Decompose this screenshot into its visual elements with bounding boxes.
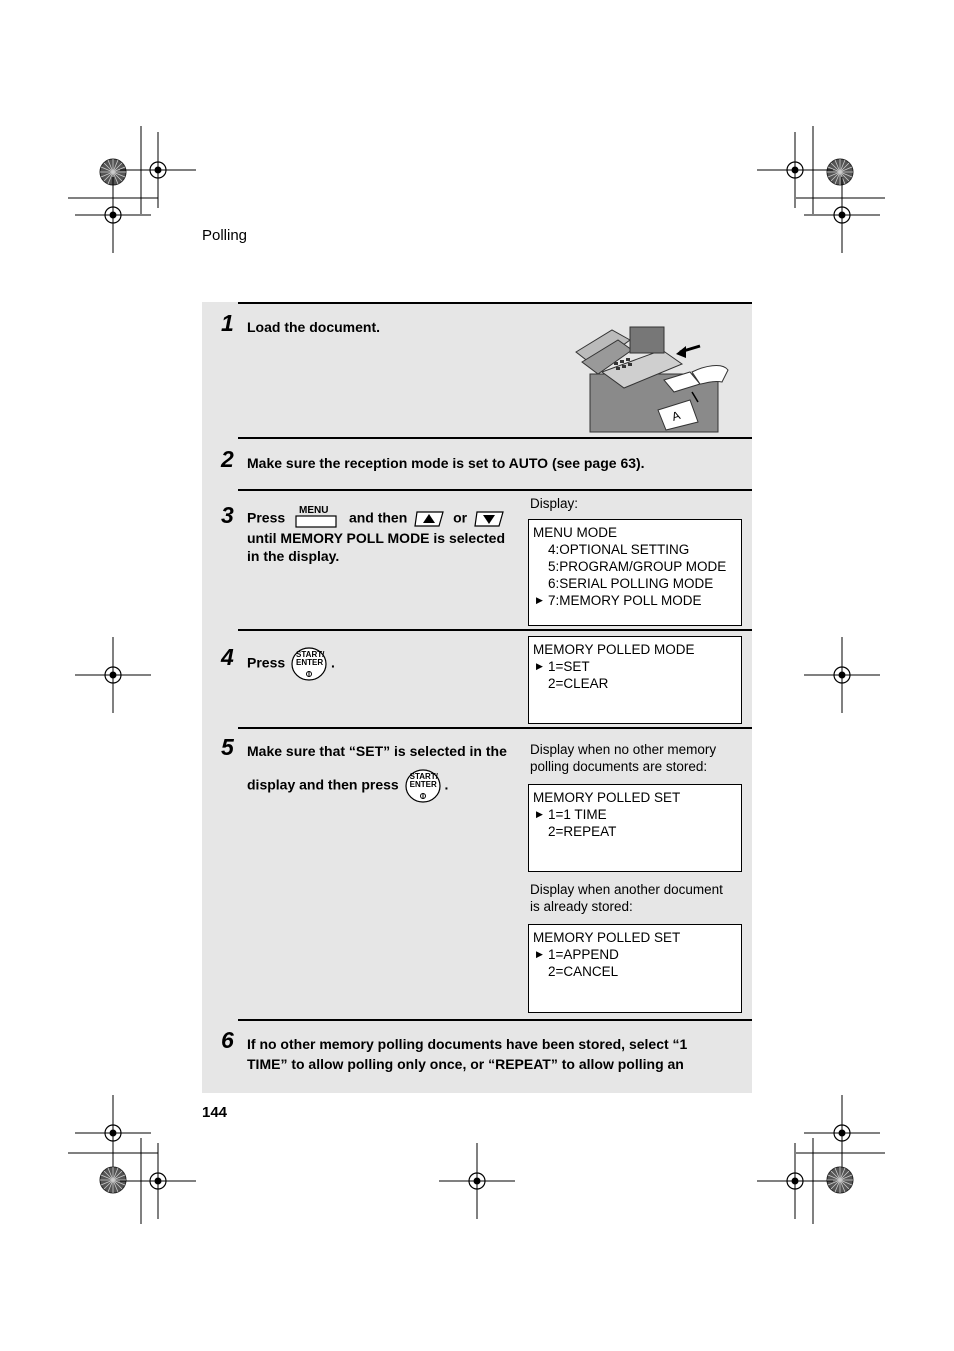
step-divider [238, 1019, 752, 1021]
step-text: Load the document. [247, 319, 380, 335]
lcd-display [528, 519, 742, 626]
lcd-title: MEMORY POLLED MODE [533, 642, 695, 657]
illustration-label: A [670, 408, 682, 424]
lcd-display [528, 924, 742, 1013]
step-divider [238, 489, 752, 491]
enter-key-label: ENTER [409, 780, 437, 789]
registration-crosshair-icon [757, 1143, 833, 1219]
step-divider [238, 629, 752, 631]
lcd-item: 2=REPEAT [548, 824, 617, 839]
lcd-item-label: 1=SET [548, 659, 590, 674]
fax-machine-illustration [572, 322, 732, 434]
registration-crosshair-icon [75, 637, 151, 713]
lcd-item: 2=CANCEL [548, 964, 619, 979]
registration-crosshair-icon [757, 132, 833, 208]
lcd-item-selected [533, 592, 741, 609]
selection-arrow-icon: ▶ [536, 661, 543, 671]
section-title: Polling [202, 227, 248, 244]
step-text: TIME” to allow polling only once, or “REPEAT” to allow polling an [247, 1056, 684, 1072]
step-text [247, 505, 506, 530]
step-divider [238, 727, 752, 729]
selection-arrow-icon: ▶ [536, 809, 543, 819]
enter-key-label: ENTER [296, 658, 324, 667]
lcd-item-label: 1=APPEND [548, 947, 619, 962]
registration-crosshair-icon [120, 1143, 196, 1219]
lcd-display [528, 636, 742, 724]
registration-crosshair-icon [804, 637, 880, 713]
step-text [247, 647, 335, 681]
lcd-item: 6:SERIAL POLLING MODE [548, 576, 714, 591]
lcd-item-label: 1=1 TIME [548, 807, 607, 822]
page-number: 144 [202, 1104, 228, 1121]
step-end: . [444, 776, 449, 793]
registration-crosshair-icon [120, 132, 196, 208]
press-label: Press [247, 654, 286, 671]
selection-arrow-icon: ▶ [536, 595, 543, 605]
step-number: 2 [221, 446, 234, 472]
start-key-label: START/ [409, 772, 438, 781]
display-caption: polling documents are stored: [530, 759, 708, 774]
step-text: Make sure that “SET” is selected in the [247, 743, 507, 759]
registration-crosshair-icon [439, 1143, 515, 1219]
starburst-icon [827, 159, 853, 185]
step-divider [238, 302, 752, 304]
lcd-item-selected [533, 946, 741, 963]
menu-key-icon [295, 505, 339, 530]
menu-key-label: MENU [299, 505, 329, 516]
and-then-label: and then [348, 509, 408, 526]
down-arrow-key-icon [474, 509, 506, 529]
starburst-icon [827, 1167, 853, 1193]
step-number: 5 [221, 734, 234, 760]
start-enter-key-icon [405, 769, 441, 803]
registration-crosshair-icon [75, 177, 151, 253]
lcd-item: 2=CLEAR [548, 676, 609, 691]
step-end: . [330, 654, 335, 671]
step-number: 6 [221, 1027, 234, 1053]
lcd-title: MENU MODE [533, 525, 617, 540]
lcd-item: 5:PROGRAM/GROUP MODE [548, 559, 727, 574]
step-text: Make sure the reception mode is set to AUTO (see page 63). [247, 455, 645, 471]
step-number: 4 [221, 644, 234, 670]
lcd-item-selected [533, 806, 741, 823]
step-divider [238, 437, 752, 439]
display-caption: Display: [530, 496, 579, 511]
lcd-title: MEMORY POLLED SET [533, 930, 681, 945]
lcd-item: 4:OPTIONAL SETTING [548, 542, 690, 557]
display-caption: Display when no other memory [530, 742, 717, 757]
lcd-item-selected [533, 658, 741, 675]
lcd-item-label: 7:MEMORY POLL MODE [548, 593, 702, 608]
step-text-line: display and then press [247, 776, 399, 793]
start-enter-key-icon [291, 647, 327, 681]
step-text: until MEMORY POLL MODE is selected [247, 530, 506, 546]
step-text [247, 769, 448, 803]
press-label: Press [247, 509, 286, 526]
or-label: or [453, 509, 468, 526]
selection-arrow-icon: ▶ [536, 949, 543, 959]
lcd-display [528, 784, 742, 872]
step-text: If no other memory polling documents have been stored, select “1 [247, 1036, 688, 1052]
step-number: 3 [221, 502, 234, 528]
step-text: in the display. [247, 548, 340, 564]
lcd-title: MEMORY POLLED SET [533, 790, 681, 805]
starburst-icon [100, 1167, 126, 1193]
registration-crosshair-icon [75, 1095, 151, 1171]
start-key-label: START/ [296, 650, 325, 659]
registration-crosshair-icon [804, 1095, 880, 1171]
registration-crosshair-icon [804, 177, 880, 253]
up-arrow-key-icon [414, 509, 446, 529]
display-caption: is already stored: [530, 899, 633, 914]
display-caption: Display when another document [530, 882, 723, 897]
step-number: 1 [221, 310, 234, 336]
